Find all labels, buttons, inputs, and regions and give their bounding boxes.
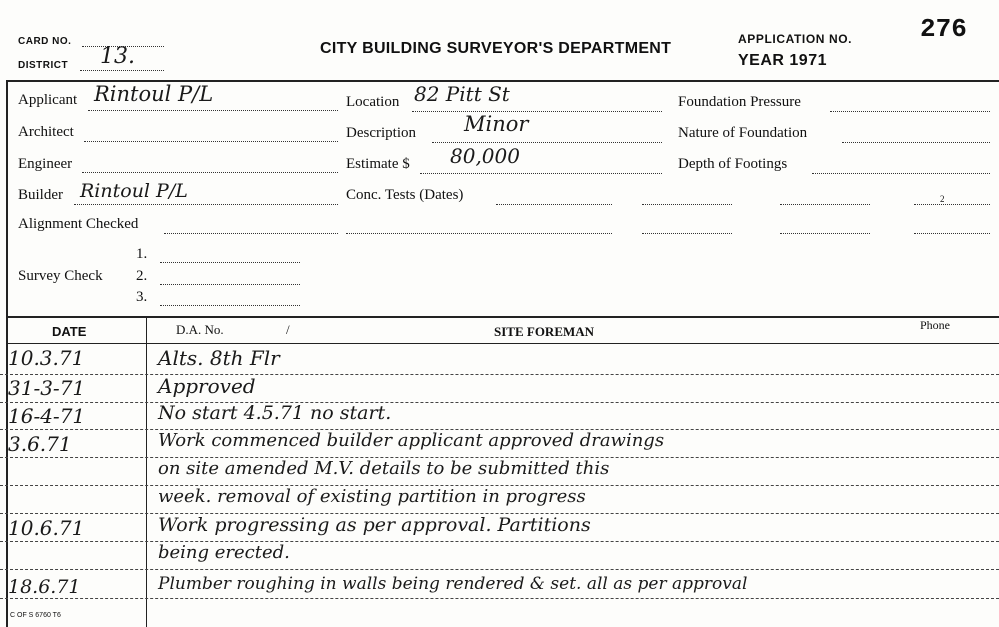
- description-label: Description: [346, 125, 416, 141]
- conc-line-r4: [642, 233, 732, 234]
- log-text: No start 4.5.71 no start.: [158, 402, 392, 424]
- date-header: DATE: [52, 324, 87, 339]
- alignment-label: Alignment Checked: [18, 216, 139, 232]
- log-text: Alts. 8th Flr: [158, 346, 280, 370]
- survey-item-2: 2.: [136, 268, 148, 284]
- conc-line-r1: [642, 204, 732, 205]
- conc-line-r5: [780, 233, 870, 234]
- log-header-divider: [6, 343, 999, 344]
- card-no-label: CARD NO.: [18, 36, 72, 47]
- conc-line-r2: [780, 204, 870, 205]
- form-code: C OF S 6760 T6: [10, 612, 61, 619]
- log-text: Work progressing as per approval. Partitions: [158, 514, 591, 536]
- nature-line: [842, 142, 990, 143]
- da-no-header: D.A. No.: [176, 322, 224, 337]
- architect-line: [84, 141, 338, 142]
- estimate-line: [420, 173, 662, 174]
- builder-label: Builder: [18, 187, 63, 203]
- small-mark: 2: [940, 194, 945, 204]
- nature-of-foundation-label: Nature of Foundation: [678, 125, 808, 141]
- estimate-label: Estimate $: [346, 156, 410, 172]
- log-text: week. removal of existing partition in progress: [158, 486, 586, 507]
- log-text: being erected.: [158, 542, 290, 563]
- engineer-line: [82, 172, 338, 173]
- log-text: Approved: [158, 374, 256, 398]
- log-rule: [0, 541, 999, 542]
- log-date: 16-4-71: [8, 404, 86, 428]
- log-text: Work commenced builder applicant approved drawings: [158, 430, 665, 451]
- log-rule: [0, 598, 999, 599]
- applicant-value: Rintoul P/L: [94, 82, 214, 106]
- phone-header: Phone: [920, 318, 950, 332]
- survey-line-1: [160, 262, 300, 263]
- department-title: CITY BUILDING SURVEYOR'S DEPARTMENT: [320, 40, 672, 57]
- description-line: [432, 142, 662, 143]
- log-text: on site amended M.V. details to be submitted this: [158, 458, 610, 479]
- site-foreman-header: SITE FOREMAN: [494, 324, 595, 339]
- builder-line: [74, 204, 338, 205]
- engineer-label: Engineer: [18, 156, 73, 172]
- description-value: Minor: [464, 112, 529, 136]
- district-line: [80, 70, 164, 71]
- year-label: YEAR 1971: [738, 52, 827, 69]
- conc-line-r3: [914, 204, 990, 205]
- log-rule: [0, 569, 999, 570]
- location-value: 82 Pitt St: [414, 82, 510, 106]
- log-date: 31-3-71: [8, 376, 86, 400]
- alignment-line: [164, 233, 338, 234]
- applicant-line: [88, 110, 338, 111]
- location-line: [412, 111, 662, 112]
- depth-of-footings-label: Depth of Footings: [678, 156, 788, 172]
- log-date: 10.6.71: [8, 516, 85, 540]
- conc-line-1: [496, 204, 612, 205]
- conc-tests-label: Conc. Tests (Dates): [346, 187, 464, 203]
- survey-item-1: 1.: [136, 246, 148, 262]
- log-date: 18.6.71: [8, 576, 81, 598]
- log-top-border: [6, 316, 999, 318]
- conc-line-2: [346, 233, 612, 234]
- district-label: DISTRICT: [18, 60, 69, 71]
- survey-line-2: [160, 284, 300, 285]
- log-rule: [0, 402, 999, 403]
- survey-item-3: 3.: [136, 289, 148, 305]
- conc-line-r6: [914, 233, 990, 234]
- foundation-pressure-label: Foundation Pressure: [678, 94, 801, 110]
- builder-value: Rintoul P/L: [80, 180, 188, 202]
- estimate-value: 80,000: [450, 144, 520, 168]
- date-column-divider: [146, 316, 147, 627]
- log-date: 3.6.71: [8, 432, 72, 456]
- survey-check-label: Survey Check: [18, 268, 103, 284]
- applicant-label: Applicant: [18, 92, 78, 108]
- architect-label: Architect: [18, 124, 74, 140]
- depth-line: [812, 173, 990, 174]
- district-value: 13.: [100, 44, 135, 69]
- application-number: 276: [920, 14, 967, 44]
- location-label: Location: [346, 94, 400, 110]
- log-text: Plumber roughing in walls being rendered & set. all as per approval: [158, 574, 748, 594]
- da-slash: /: [286, 322, 290, 337]
- foundation-pressure-line: [830, 111, 990, 112]
- log-rule: [0, 374, 999, 375]
- log-date: 10.3.71: [8, 346, 85, 370]
- survey-line-3: [160, 305, 300, 306]
- application-no-label: APPLICATION NO.: [738, 32, 853, 46]
